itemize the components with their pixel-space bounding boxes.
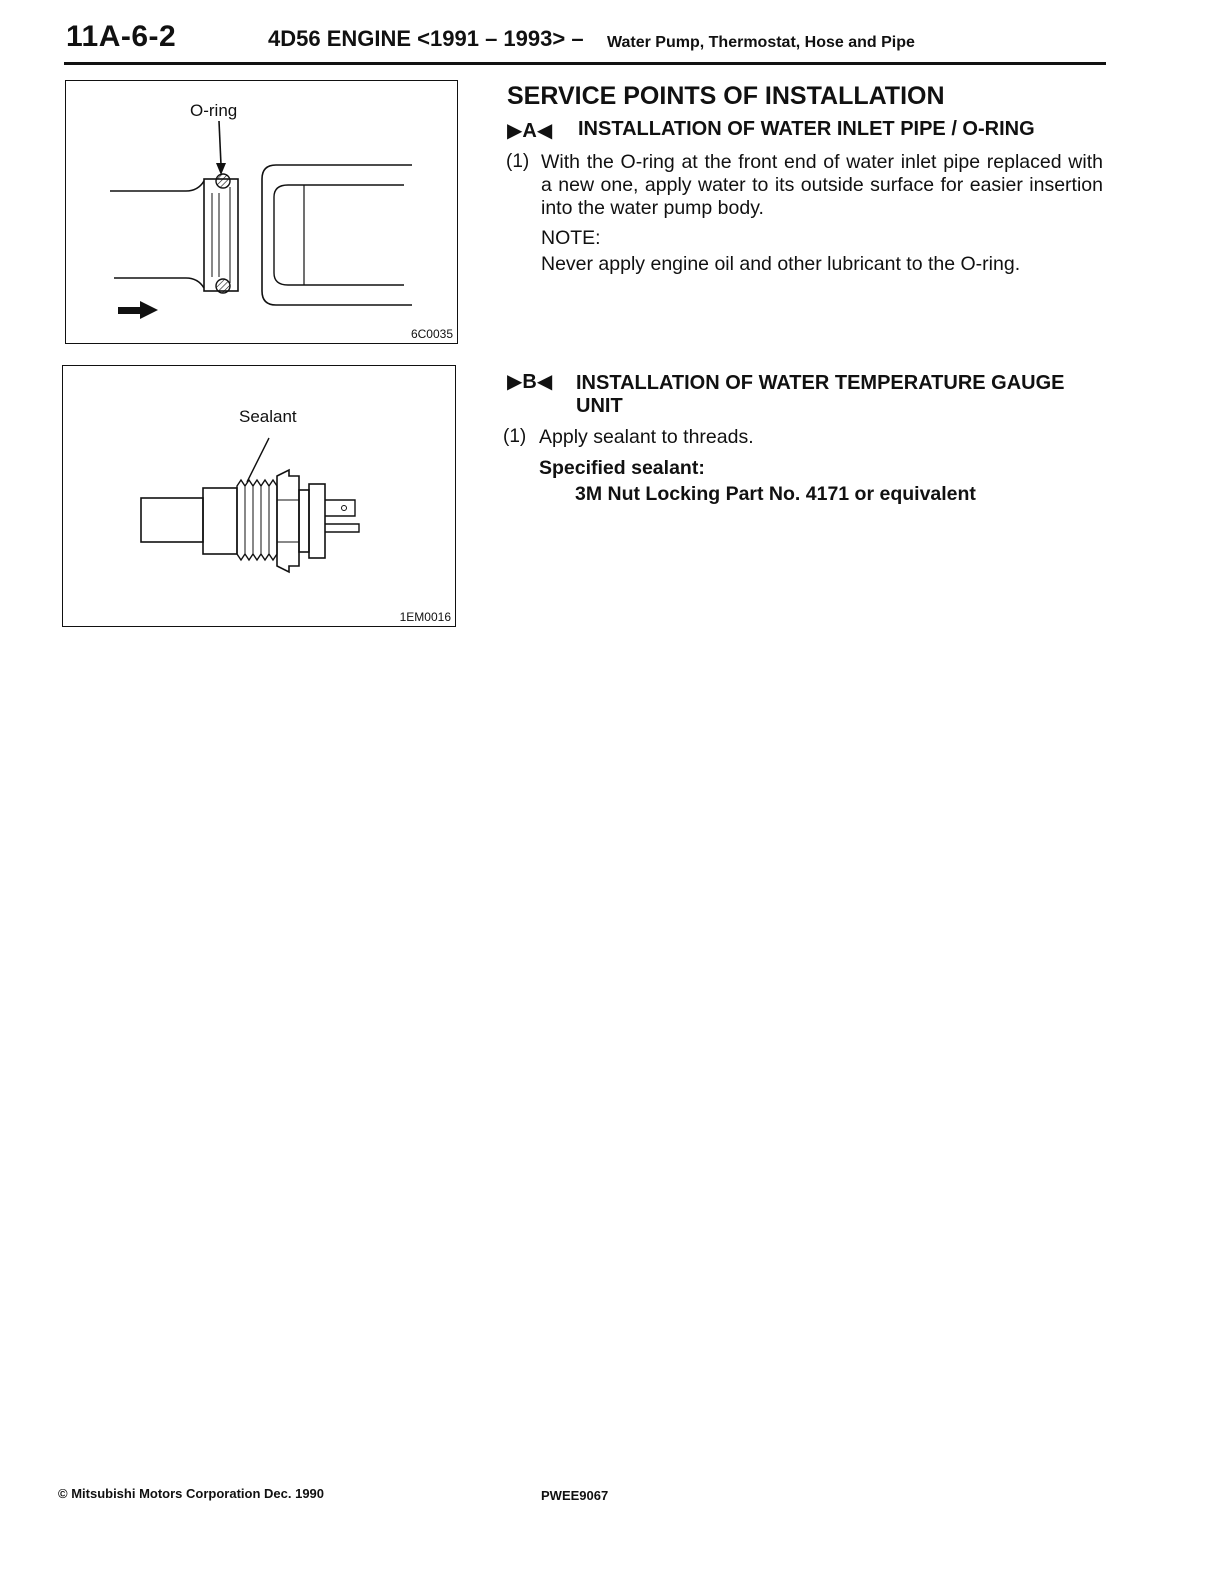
header-rule: [64, 62, 1106, 65]
copyright: © Mitsubishi Motors Corporation Dec. 1990: [58, 1486, 325, 1501]
engine-title: 4D56 ENGINE <1991 – 1993> –: [268, 26, 584, 51]
figure-code: 6C0035: [410, 327, 453, 341]
marker-a: ▶A◀: [507, 120, 553, 142]
specified-sealant-value: 3M Nut Locking Part No. 4171 or equivalent: [575, 483, 976, 505]
figure-sealant: [62, 365, 456, 627]
figure-o-ring: [65, 80, 458, 344]
marker-b: ▶B◀: [507, 371, 553, 393]
sealant-label: Sealant: [239, 407, 297, 426]
temperature-gauge-illustration: [63, 366, 455, 626]
note-label: NOTE:: [541, 227, 601, 249]
step-text: With the O-ring at the front end of water inlet pipe replaced with a new one, apply water to its outside surface for easier insertion into the water pump body.: [541, 151, 1103, 219]
note-text: Never apply engine oil and other lubricant to the O-ring.: [541, 253, 1021, 275]
specified-sealant-label: Specified sealant:: [539, 457, 705, 479]
service-points-title: SERVICE POINTS OF INSTALLATION: [507, 82, 945, 110]
step-number: (1): [503, 426, 527, 447]
o-ring-label: O-ring: [190, 101, 238, 120]
o-ring-illustration: [66, 81, 457, 343]
page-number: 11A-6-2: [66, 20, 177, 53]
figure-code: 1EM0016: [399, 610, 451, 624]
step-number: (1): [506, 151, 530, 172]
document-code: PWEE9067: [541, 1488, 609, 1503]
section-subtitle: Water Pump, Thermostat, Hose and Pipe: [607, 34, 915, 51]
step-text: Apply sealant to threads.: [539, 426, 754, 448]
heading-water-inlet-pipe: INSTALLATION OF WATER INLET PIPE / O-RING: [578, 118, 1035, 140]
heading-temperature-gauge: INSTALLATION OF WATER TEMPERATURE GAUGE UNIT: [576, 372, 1065, 417]
